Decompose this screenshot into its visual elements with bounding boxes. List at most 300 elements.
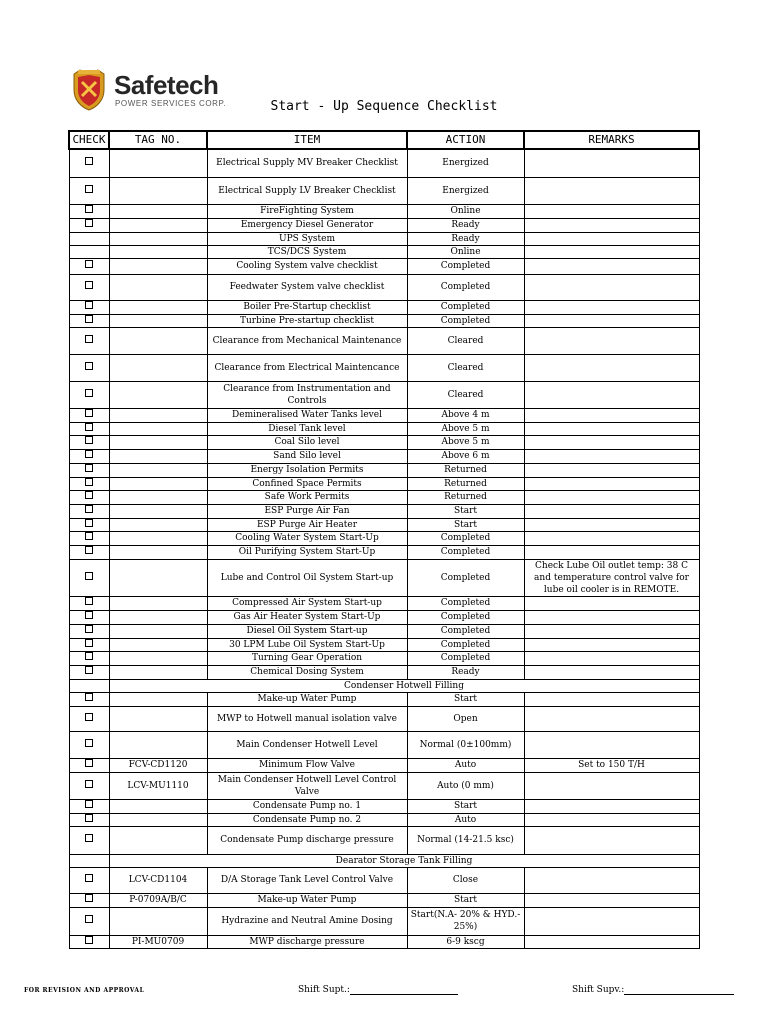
item-cell: Main Condenser Hotwell Level Control Valve xyxy=(207,772,407,799)
check-cell xyxy=(69,381,109,408)
tag-cell xyxy=(109,826,207,854)
remarks-cell xyxy=(524,692,699,706)
checklist-row xyxy=(69,559,699,596)
tag-cell xyxy=(109,651,207,665)
action-cell: Energized xyxy=(407,149,524,177)
checklist-row xyxy=(69,826,699,854)
shift-supt-signature-line[interactable] xyxy=(350,985,458,995)
checkbox[interactable] xyxy=(85,894,93,902)
item-cell: Clearance from Electrical Maintencance xyxy=(207,354,407,381)
action-cell: Close xyxy=(407,867,524,893)
check-cell xyxy=(69,300,109,314)
remarks-cell xyxy=(524,300,699,314)
remarks-cell xyxy=(524,258,699,274)
remarks-cell xyxy=(524,935,699,948)
checkbox[interactable] xyxy=(85,814,93,822)
checklist-row xyxy=(69,274,699,300)
checkbox[interactable] xyxy=(85,625,93,633)
tag-cell xyxy=(109,435,207,449)
tag-cell xyxy=(109,490,207,504)
item-cell: ESP Purge Air Heater xyxy=(207,518,407,531)
action-cell: Completed xyxy=(407,258,524,274)
checkbox[interactable] xyxy=(85,205,93,213)
item-cell: UPS System xyxy=(207,232,407,245)
tag-cell xyxy=(109,463,207,477)
action-cell: Open xyxy=(407,706,524,731)
action-cell: Online xyxy=(407,245,524,258)
checklist-row xyxy=(69,624,699,638)
item-cell: TCS/DCS System xyxy=(207,245,407,258)
tag-cell xyxy=(109,149,207,177)
check-cell xyxy=(69,692,109,706)
action-cell: Cleared xyxy=(407,327,524,354)
checkbox[interactable] xyxy=(85,219,93,227)
item-cell: Minimum Flow Valve xyxy=(207,758,407,772)
remarks-cell xyxy=(524,490,699,504)
item-cell: Condensate Pump no. 1 xyxy=(207,799,407,813)
remarks-cell xyxy=(524,610,699,624)
item-cell: Feedwater System valve checklist xyxy=(207,274,407,300)
checklist-row xyxy=(69,867,699,893)
tag-cell xyxy=(109,692,207,706)
check-cell xyxy=(69,826,109,854)
tag-cell xyxy=(109,624,207,638)
action-cell: Completed xyxy=(407,624,524,638)
check-cell xyxy=(69,314,109,327)
action-cell: Ready xyxy=(407,218,524,232)
action-cell: Completed xyxy=(407,651,524,665)
checklist-row xyxy=(69,177,699,204)
check-cell xyxy=(69,545,109,559)
item-cell: FireFighting System xyxy=(207,204,407,218)
item-cell: Make-up Water Pump xyxy=(207,692,407,706)
action-cell: Returned xyxy=(407,477,524,490)
checkbox[interactable] xyxy=(85,652,93,660)
remarks-cell xyxy=(524,531,699,545)
checklist-row xyxy=(69,706,699,731)
checkbox[interactable] xyxy=(85,157,93,165)
check-cell xyxy=(69,638,109,651)
tag-cell: LCV-CD1104 xyxy=(109,867,207,893)
action-cell: Returned xyxy=(407,490,524,504)
check-cell xyxy=(69,772,109,799)
checkbox[interactable] xyxy=(85,800,93,808)
action-cell: Returned xyxy=(407,463,524,477)
checklist-row xyxy=(69,463,699,477)
checklist-row xyxy=(69,638,699,651)
item-cell: Compressed Air System Start-up xyxy=(207,596,407,610)
checkbox[interactable] xyxy=(85,185,93,193)
check-cell xyxy=(69,354,109,381)
checklist-row xyxy=(69,435,699,449)
tag-cell: LCV-MU1110 xyxy=(109,772,207,799)
check-cell xyxy=(69,559,109,596)
item-cell: Electrical Supply LV Breaker Checklist xyxy=(207,177,407,204)
section-header-row xyxy=(69,854,699,867)
check-cell xyxy=(69,624,109,638)
shift-supv-label: Shift Supv.: xyxy=(572,985,625,995)
tag-cell xyxy=(109,204,207,218)
item-cell: Coal Silo level xyxy=(207,435,407,449)
tag-cell xyxy=(109,799,207,813)
checkbox[interactable] xyxy=(85,739,93,747)
tag-cell xyxy=(109,327,207,354)
col-header-action: ACTION xyxy=(407,131,524,149)
item-cell: Boiler Pre-Startup checklist xyxy=(207,300,407,314)
checkbox[interactable] xyxy=(85,759,93,767)
item-cell: Energy Isolation Permits xyxy=(207,463,407,477)
col-header-remarks: REMARKS xyxy=(524,131,699,149)
action-cell: Completed xyxy=(407,559,524,596)
col-header-item: ITEM xyxy=(207,131,407,149)
checkbox[interactable] xyxy=(85,389,93,397)
tag-cell xyxy=(109,232,207,245)
remarks-cell xyxy=(524,327,699,354)
checklist-row xyxy=(69,545,699,559)
checkbox[interactable] xyxy=(85,780,93,788)
checklist-row xyxy=(69,408,699,422)
item-cell: Demineralised Water Tanks level xyxy=(207,408,407,422)
checklist-row xyxy=(69,907,699,935)
remarks-cell xyxy=(524,596,699,610)
remarks-cell xyxy=(524,545,699,559)
checkbox[interactable] xyxy=(85,693,93,701)
checkbox[interactable] xyxy=(85,301,93,309)
item-cell: Main Condenser Hotwell Level xyxy=(207,731,407,758)
section-title: Condenser Hotwell Filling xyxy=(109,679,699,692)
check-cell xyxy=(69,758,109,772)
item-cell: 30 LPM Lube Oil System Start-Up xyxy=(207,638,407,651)
action-cell: Completed xyxy=(407,610,524,624)
item-cell: Make-up Water Pump xyxy=(207,893,407,907)
tag-cell xyxy=(109,813,207,826)
checklist-row xyxy=(69,518,699,531)
action-cell: Auto (0 mm) xyxy=(407,772,524,799)
tag-cell xyxy=(109,422,207,435)
checklist-row xyxy=(69,692,699,706)
action-cell: Online xyxy=(407,204,524,218)
checklist-row xyxy=(69,354,699,381)
remarks-cell xyxy=(524,706,699,731)
checkbox[interactable] xyxy=(85,572,93,580)
remarks-cell xyxy=(524,504,699,518)
item-cell: Chemical Dosing System xyxy=(207,665,407,679)
remarks-cell: Set to 150 T/H xyxy=(524,758,699,772)
checkbox[interactable] xyxy=(85,713,93,721)
action-cell: Start xyxy=(407,799,524,813)
checklist-table xyxy=(68,130,700,949)
action-cell: Ready xyxy=(407,232,524,245)
footer-note: FOR REVISION AND APPROVAL xyxy=(24,987,145,994)
check-cell xyxy=(69,935,109,948)
tag-cell xyxy=(109,907,207,935)
check-cell xyxy=(69,449,109,463)
tag-cell xyxy=(109,218,207,232)
check-cell xyxy=(69,504,109,518)
remarks-cell xyxy=(524,799,699,813)
document-title: Start - Up Sequence Checklist xyxy=(270,99,498,114)
tag-cell xyxy=(109,449,207,463)
check-cell xyxy=(69,218,109,232)
checklist-row xyxy=(69,799,699,813)
shift-supv-signature-line[interactable] xyxy=(624,985,734,995)
tag-cell: PI-MU0709 xyxy=(109,935,207,948)
check-cell xyxy=(69,893,109,907)
check-cell xyxy=(69,799,109,813)
checkbox[interactable] xyxy=(85,597,93,605)
checkbox[interactable] xyxy=(85,436,93,444)
action-cell: Normal (0±100mm) xyxy=(407,731,524,758)
check-cell xyxy=(69,435,109,449)
checklist-row xyxy=(69,610,699,624)
check-cell xyxy=(69,408,109,422)
tag-cell xyxy=(109,531,207,545)
tag-cell xyxy=(109,245,207,258)
remarks-cell xyxy=(524,731,699,758)
tag-cell xyxy=(109,596,207,610)
tag-cell xyxy=(109,381,207,408)
action-cell: Normal (14-21.5 ksc) xyxy=(407,826,524,854)
checkbox[interactable] xyxy=(85,335,93,343)
tag-cell xyxy=(109,177,207,204)
remarks-cell xyxy=(524,218,699,232)
section-check-cell xyxy=(69,854,109,867)
check-cell xyxy=(69,258,109,274)
action-cell: Energized xyxy=(407,177,524,204)
checkbox[interactable] xyxy=(85,281,93,289)
tag-cell xyxy=(109,731,207,758)
action-cell: Completed xyxy=(407,638,524,651)
tag-cell: P-0709A/B/C xyxy=(109,893,207,907)
check-cell xyxy=(69,477,109,490)
tag-cell xyxy=(109,504,207,518)
item-cell: Oil Purifying System Start-Up xyxy=(207,545,407,559)
section-check-cell xyxy=(69,679,109,692)
remarks-cell xyxy=(524,477,699,490)
remarks-cell xyxy=(524,826,699,854)
remarks-cell xyxy=(524,204,699,218)
company-name: Safetech xyxy=(114,70,219,100)
col-header-check: CHECK xyxy=(69,131,109,149)
item-cell: Cooling Water System Start-Up xyxy=(207,531,407,545)
action-cell: Above 5 m xyxy=(407,422,524,435)
section-header-row xyxy=(69,679,699,692)
remarks-cell: Check Lube Oil outlet temp: 38 C and temperature control valve for lube oil cooler is in REMOTE. xyxy=(524,559,699,596)
checklist-row xyxy=(69,314,699,327)
checkbox[interactable] xyxy=(85,505,93,513)
item-cell: Cooling System valve checklist xyxy=(207,258,407,274)
checklist-row xyxy=(69,449,699,463)
remarks-cell xyxy=(524,893,699,907)
check-cell xyxy=(69,463,109,477)
checklist-row xyxy=(69,300,699,314)
action-cell: Completed xyxy=(407,274,524,300)
remarks-cell xyxy=(524,813,699,826)
check-cell xyxy=(69,651,109,665)
remarks-cell xyxy=(524,435,699,449)
checklist-row xyxy=(69,893,699,907)
checkbox[interactable] xyxy=(85,362,93,370)
checklist-row xyxy=(69,813,699,826)
checkbox[interactable] xyxy=(85,260,93,268)
check-cell xyxy=(69,610,109,624)
check-cell xyxy=(69,232,109,245)
checklist-row xyxy=(69,422,699,435)
checklist-row xyxy=(69,596,699,610)
item-cell: Condensate Pump discharge pressure xyxy=(207,826,407,854)
checkbox[interactable] xyxy=(85,611,93,619)
col-header-tag: TAG NO. xyxy=(109,131,207,149)
checkbox[interactable] xyxy=(85,936,93,944)
checklist-row xyxy=(69,258,699,274)
remarks-cell xyxy=(524,274,699,300)
checkbox[interactable] xyxy=(85,409,93,417)
checkbox[interactable] xyxy=(85,491,93,499)
checkbox[interactable] xyxy=(85,532,93,540)
tag-cell xyxy=(109,638,207,651)
action-cell: Ready xyxy=(407,665,524,679)
item-cell: Hydrazine and Neutral Amine Dosing xyxy=(207,907,407,935)
checkbox[interactable] xyxy=(85,519,93,527)
remarks-cell xyxy=(524,381,699,408)
tag-cell xyxy=(109,274,207,300)
remarks-cell xyxy=(524,177,699,204)
checkbox[interactable] xyxy=(85,874,93,882)
checklist-row xyxy=(69,651,699,665)
action-cell: Auto xyxy=(407,758,524,772)
item-cell: Sand Silo level xyxy=(207,449,407,463)
shift-supv-field xyxy=(572,985,734,995)
action-cell: 6-9 kscg xyxy=(407,935,524,948)
tag-cell xyxy=(109,545,207,559)
action-cell: Completed xyxy=(407,314,524,327)
remarks-cell xyxy=(524,408,699,422)
remarks-cell xyxy=(524,232,699,245)
action-cell: Completed xyxy=(407,300,524,314)
item-cell: Turning Gear Operation xyxy=(207,651,407,665)
remarks-cell xyxy=(524,463,699,477)
checklist-row xyxy=(69,218,699,232)
tag-cell xyxy=(109,706,207,731)
checklist-row xyxy=(69,477,699,490)
item-cell: MWP to Hotwell manual isolation valve xyxy=(207,706,407,731)
remarks-cell xyxy=(524,638,699,651)
check-cell xyxy=(69,665,109,679)
remarks-cell xyxy=(524,354,699,381)
checkbox[interactable] xyxy=(85,464,93,472)
check-cell xyxy=(69,422,109,435)
tag-cell xyxy=(109,559,207,596)
tag-cell xyxy=(109,610,207,624)
checklist-row xyxy=(69,381,699,408)
item-cell: Diesel Oil System Start-up xyxy=(207,624,407,638)
checklist-row xyxy=(69,531,699,545)
item-cell: Clearance from Mechanical Maintenance xyxy=(207,327,407,354)
item-cell: MWP discharge pressure xyxy=(207,935,407,948)
tag-cell xyxy=(109,314,207,327)
checklist-row xyxy=(69,327,699,354)
item-cell: Diesel Tank level xyxy=(207,422,407,435)
item-cell: Clearance from Instrumentation and Controls xyxy=(207,381,407,408)
item-cell: Confined Space Permits xyxy=(207,477,407,490)
checklist-row xyxy=(69,758,699,772)
checklist-row xyxy=(69,731,699,758)
tag-cell xyxy=(109,518,207,531)
remarks-cell xyxy=(524,149,699,177)
checkbox[interactable] xyxy=(85,666,93,674)
item-cell: D/A Storage Tank Level Control Valve xyxy=(207,867,407,893)
remarks-cell xyxy=(524,422,699,435)
check-cell xyxy=(69,706,109,731)
action-cell: Cleared xyxy=(407,381,524,408)
check-cell xyxy=(69,531,109,545)
remarks-cell xyxy=(524,665,699,679)
tag-cell: FCV-CD1120 xyxy=(109,758,207,772)
action-cell: Start xyxy=(407,518,524,531)
checkbox[interactable] xyxy=(85,423,93,431)
checklist-row xyxy=(69,772,699,799)
action-cell: Cleared xyxy=(407,354,524,381)
remarks-cell xyxy=(524,651,699,665)
check-cell xyxy=(69,731,109,758)
remarks-cell xyxy=(524,245,699,258)
action-cell: Above 6 m xyxy=(407,449,524,463)
action-cell: Start xyxy=(407,504,524,518)
checkbox[interactable] xyxy=(85,478,93,486)
item-cell: Safe Work Permits xyxy=(207,490,407,504)
checkbox[interactable] xyxy=(85,546,93,554)
action-cell: Start(N.A- 20% & HYD.- 25%) xyxy=(407,907,524,935)
check-cell xyxy=(69,327,109,354)
check-cell xyxy=(69,245,109,258)
table-header-row xyxy=(69,131,699,149)
remarks-cell xyxy=(524,772,699,799)
item-cell: Condensate Pump no. 2 xyxy=(207,813,407,826)
action-cell: Completed xyxy=(407,531,524,545)
check-cell xyxy=(69,177,109,204)
tag-cell xyxy=(109,354,207,381)
remarks-cell xyxy=(524,518,699,531)
check-cell xyxy=(69,518,109,531)
tag-cell xyxy=(109,258,207,274)
check-cell xyxy=(69,490,109,504)
checkbox[interactable] xyxy=(85,450,93,458)
checkbox[interactable] xyxy=(85,315,93,323)
checkbox[interactable] xyxy=(85,639,93,647)
item-cell: Turbine Pre-startup checklist xyxy=(207,314,407,327)
item-cell: Electrical Supply MV Breaker Checklist xyxy=(207,149,407,177)
shift-supt-field xyxy=(298,985,458,995)
checklist-row xyxy=(69,245,699,258)
checklist-body xyxy=(69,149,699,948)
action-cell: Completed xyxy=(407,596,524,610)
checklist-row xyxy=(69,204,699,218)
tag-cell xyxy=(109,477,207,490)
remarks-cell xyxy=(524,314,699,327)
checkbox[interactable] xyxy=(85,834,93,842)
checkbox[interactable] xyxy=(85,915,93,923)
shift-supt-label: Shift Supt.: xyxy=(298,985,350,995)
tag-cell xyxy=(109,408,207,422)
checklist-row xyxy=(69,232,699,245)
checklist-row xyxy=(69,665,699,679)
tag-cell xyxy=(109,300,207,314)
item-cell: ESP Purge Air Fan xyxy=(207,504,407,518)
remarks-cell xyxy=(524,867,699,893)
item-cell: Emergency Diesel Generator xyxy=(207,218,407,232)
remarks-cell xyxy=(524,449,699,463)
check-cell xyxy=(69,204,109,218)
